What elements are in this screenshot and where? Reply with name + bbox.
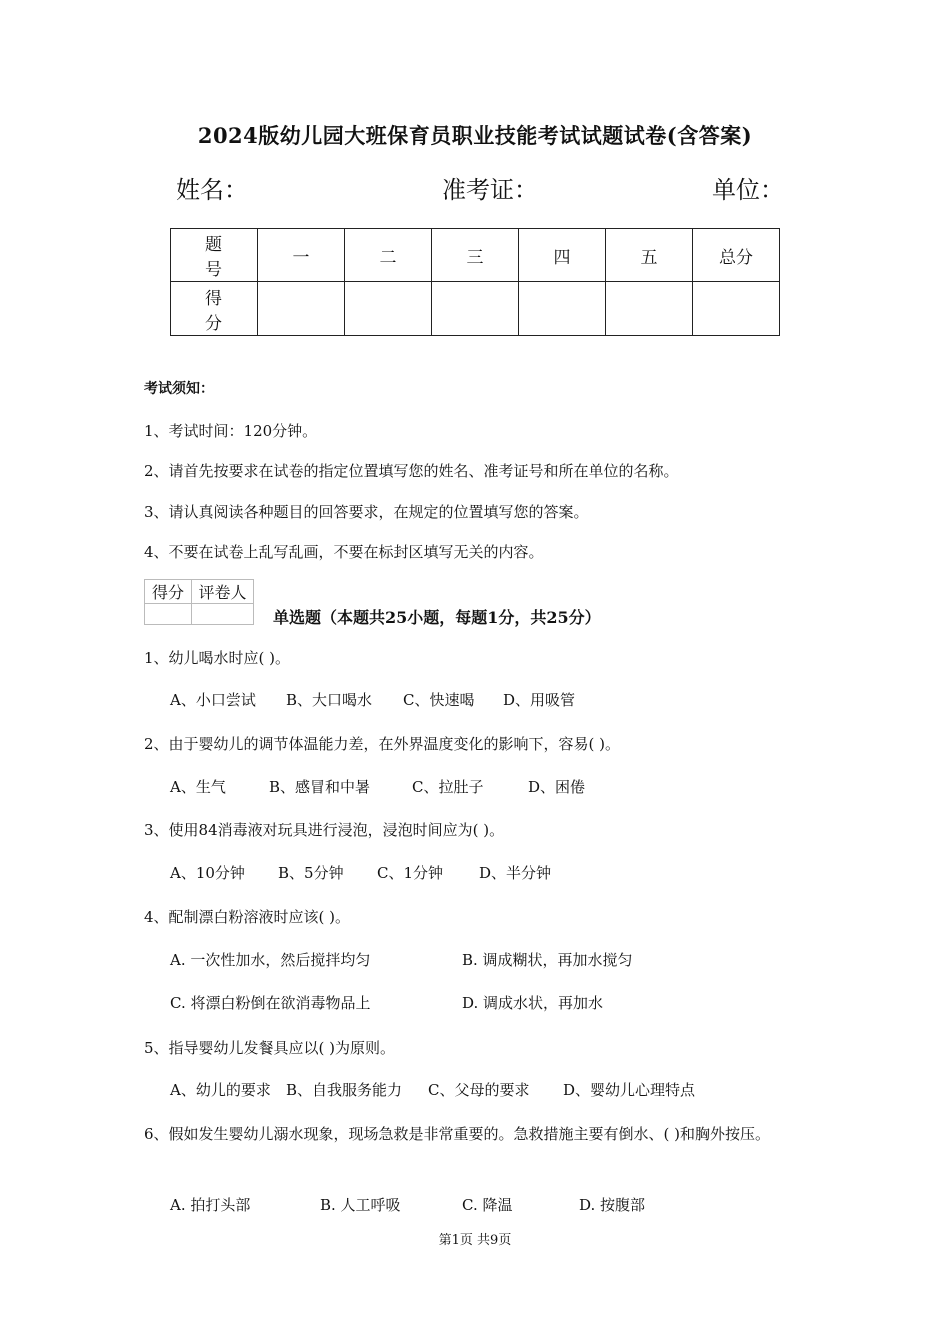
score-table-score-row (171, 282, 780, 336)
score-cell[interactable] (606, 282, 693, 336)
grader-box (144, 579, 254, 625)
question-option: D. 调成水状，再加水 (462, 994, 604, 1012)
section-title: 单选题（本题共25小题，每题1分，共25分） (273, 608, 601, 627)
score-header-cell: 四 (519, 229, 606, 282)
score-table-header-row (171, 229, 780, 282)
notice-item: 2、请首先按要求在试卷的指定位置填写您的姓名、准考证号和所在单位的名称。 (144, 462, 679, 480)
score-cell[interactable] (258, 282, 345, 336)
question-stem: 2、由于婴幼儿的调节体温能力差，在外界温度变化的影响下，容易( )。 (144, 735, 621, 753)
question-option: A. 一次性加水，然后搅拌均匀 (170, 951, 371, 969)
question-option: C. 降温 (462, 1196, 513, 1214)
question-option: A. 拍打头部 (170, 1196, 251, 1214)
question-option: B. 人工呼吸 (320, 1196, 401, 1214)
score-cell[interactable] (432, 282, 519, 336)
score-cell[interactable] (345, 282, 432, 336)
notice-item: 4、不要在试卷上乱写乱画，不要在标封区填写无关的内容。 (144, 543, 544, 561)
question-option: D、困倦 (528, 778, 586, 796)
question-option: C、快速喝 (403, 691, 475, 709)
question-option: A、10分钟 (170, 864, 245, 882)
score-header-cell: 三 (432, 229, 519, 282)
question-stem: 4、配制漂白粉溶液时应该( )。 (144, 908, 351, 926)
question-option: D、用吸管 (503, 691, 576, 709)
question-stem: 3、使用84消毒液对玩具进行浸泡，浸泡时间应为( )。 (144, 821, 505, 839)
score-table (170, 228, 780, 336)
page-title: 2024版幼儿园大班保育员职业技能考试试题试卷(含答案) (197, 123, 753, 148)
score-header-cell: 五 (606, 229, 693, 282)
question-stem: 1、幼儿喝水时应( )。 (144, 649, 291, 667)
score-cell[interactable] (519, 282, 606, 336)
question-option: D、婴幼儿心理特点 (563, 1081, 696, 1099)
notice-heading: 考试须知： (144, 381, 214, 397)
question-option: C、1分钟 (377, 864, 444, 882)
unit-field-label: 单位： (712, 176, 784, 204)
score-cell[interactable] (693, 282, 780, 336)
question-option: D. 按腹部 (579, 1196, 646, 1214)
grader-name-label: 评卷人 (192, 580, 254, 604)
question-option: C. 将漂白粉倒在欲消毒物品上 (170, 994, 371, 1012)
question-option: A、小口尝试 (170, 691, 256, 709)
notice-item: 1、考试时间：120分钟。 (144, 422, 318, 440)
grader-score-label: 得分 (145, 580, 192, 604)
question-option: B、大口喝水 (286, 691, 373, 709)
name-field-label: 姓名： (176, 176, 248, 204)
question-option: A、生气 (170, 778, 226, 796)
question-option: B、5分钟 (278, 864, 344, 882)
score-row-label: 得 分 (171, 282, 258, 336)
question-option: C、拉肚子 (412, 778, 484, 796)
grader-score-cell[interactable] (145, 604, 192, 625)
ticket-field-label: 准考证： (442, 176, 538, 204)
question-option: D、半分钟 (479, 864, 552, 882)
score-header-cell: 一 (258, 229, 345, 282)
notice-item: 3、请认真阅读各种题目的回答要求，在规定的位置填写您的答案。 (144, 503, 589, 521)
question-option: B、感冒和中暑 (269, 778, 371, 796)
question-option: A、幼儿的要求 (170, 1081, 271, 1099)
question-option: B、自我服务能力 (286, 1081, 403, 1099)
score-header-cell: 题 号 (171, 229, 258, 282)
page-number: 第1页 共9页 (438, 1233, 512, 1248)
score-header-cell: 总分 (693, 229, 780, 282)
question-stem: 6、假如发生婴幼儿溺水现象，现场急救是非常重要的。急救措施主要有倒水、( )和胸外按压。 (144, 1125, 771, 1143)
score-header-cell: 二 (345, 229, 432, 282)
question-stem: 5、指导婴幼儿发餐具应以( )为原则。 (144, 1039, 396, 1057)
grader-name-cell[interactable] (192, 604, 254, 625)
question-option: C、父母的要求 (428, 1081, 530, 1099)
question-option: B. 调成糊状，再加水搅匀 (462, 951, 633, 969)
